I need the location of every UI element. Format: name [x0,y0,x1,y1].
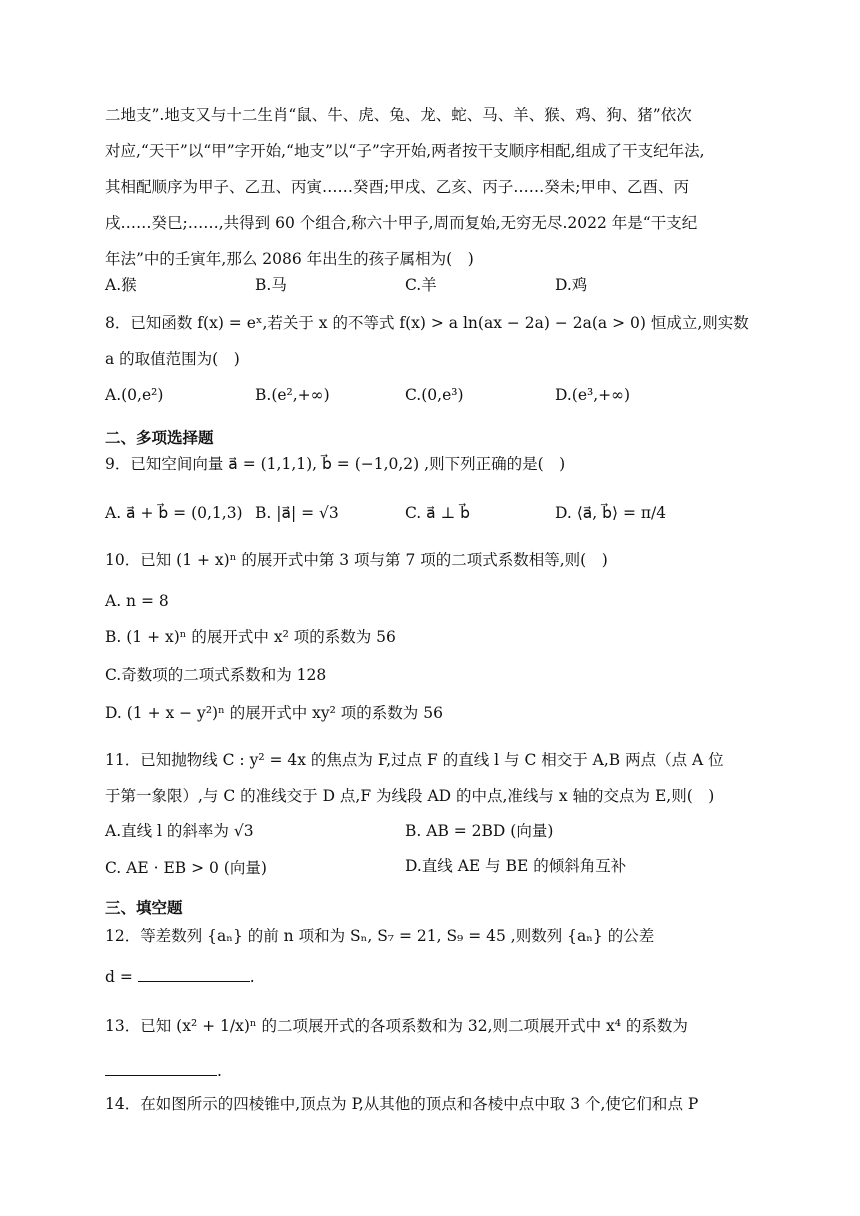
q7-line-2: 对应,“天干”以“甲”字开始,“地支”以“子”字开始,两者按干支顺序相配,组成了干支纪年法, [105,142,705,160]
q10-option-b: B. (1 + x)ⁿ 的展开式中 x² 项的系数为 56 [105,628,396,646]
q10-option-a: A. n = 8 [105,592,169,610]
q10-option-d: D. (1 + x − y²)ⁿ 的展开式中 xy² 项的系数为 56 [105,704,443,722]
q12-period: . [249,968,255,986]
q10-line-1: 10．已知 (1 + x)ⁿ 的展开式中第 3 项与第 7 项的二项式系数相等,则( ) [105,551,608,569]
q8-option-a: A.(0,e²) [105,386,164,404]
q12-answer-blank[interactable] [138,965,250,982]
q12-line-1: 12．等差数列 {aₙ} 的前 n 项和为 Sₙ, S₇ = 21, S₉ = 45 ,则数列 {aₙ} 的公差 [105,927,655,945]
q11-option-b: B. AB = 2BD (向量) [405,822,554,840]
q8-line-2: a 的取值范围为( ) [105,350,240,368]
q7-option-c: C.羊 [405,276,437,294]
q9-line-1: 9．已知空间向量 a⃗ = (1,1,1), b⃗ = (−1,0,2) ,则下列正确的是( ) [105,455,566,473]
q11-option-c: C. AE · EB > 0 (向量) [105,859,267,877]
q7-option-a: A.猴 [105,276,137,294]
q13-answer-blank[interactable] [105,1059,217,1076]
q9-option-c: C. a⃗ ⊥ b⃗ [405,504,470,522]
q8-option-c: C.(0,e³) [405,386,464,404]
q9-option-b: B. |a⃗| = √3 [255,504,339,522]
q11-option-a: A.直线 l 的斜率为 √3 [105,822,254,840]
q7-line-4: 戌……癸巳;……,共得到 60 个组合,称六十甲子,周而复始,无穷无尽.2022 年是“干支纪 [105,214,698,232]
section-heading-fill-in: 三、填空题 [105,899,183,917]
q13-line-1: 13．已知 (x² + 1/x)ⁿ 的二项展开式的各项系数和为 32,则二项展开式中 x⁴ 的系数为 [105,1017,688,1035]
q13-period: . [217,1062,222,1080]
q11-line-2: 于第一象限）,与 C 的准线交于 D 点,F 为线段 AD 的中点,准线与 x 轴的交点为 E,则( ) [105,787,715,805]
q11-line-1: 11．已知抛物线 C : y² = 4x 的焦点为 F,过点 F 的直线 l 与 C 相交于 A,B 两点（点 A 位 [105,751,724,769]
q14-line-1: 14．在如图所示的四棱锥中,顶点为 P,从其他的顶点和各棱中点中取 3 个,使它们和点 P [105,1095,699,1113]
q8-option-d: D.(e³,+∞) [555,386,631,404]
q10-option-c: C.奇数项的二项式系数和为 128 [105,666,327,684]
q7-option-b: B.马 [255,276,287,294]
q9-option-d: D. ⟨a⃗, b⃗⟩ = π/4 [555,504,667,522]
q12-line-2 [105,965,255,988]
q13-line-2 [105,1059,222,1082]
q11-option-d: D.直线 AE 与 BE 的倾斜角互补 [405,857,627,875]
q8-line-1: 8．已知函数 f(x) = eˣ,若关于 x 的不等式 f(x) > a ln(ax − 2a) − 2a(a > 0) 恒成立,则实数 [105,314,749,332]
q7-option-d: D.鸡 [555,276,588,294]
section-heading-multiple-choice: 二、多项选择题 [105,429,214,447]
q7-line-3: 其相配顺序为甲子、乙丑、丙寅……癸酉;甲戌、乙亥、丙子……癸未;甲申、乙酉、丙 [105,178,689,196]
q8-option-b: B.(e²,+∞) [255,386,330,404]
q9-option-a: A. a⃗ + b⃗ = (0,1,3) [105,504,243,522]
q7-line-5: 年法”中的壬寅年,那么 2086 年出生的孩子属相为( ) [105,250,474,268]
q7-line-1: 二地支”.地支又与十二生肖“鼠、牛、虎、兔、龙、蛇、马、羊、猴、鸡、狗、猪”依次 [105,106,692,124]
q12-answer-prefix: d = [105,968,133,986]
